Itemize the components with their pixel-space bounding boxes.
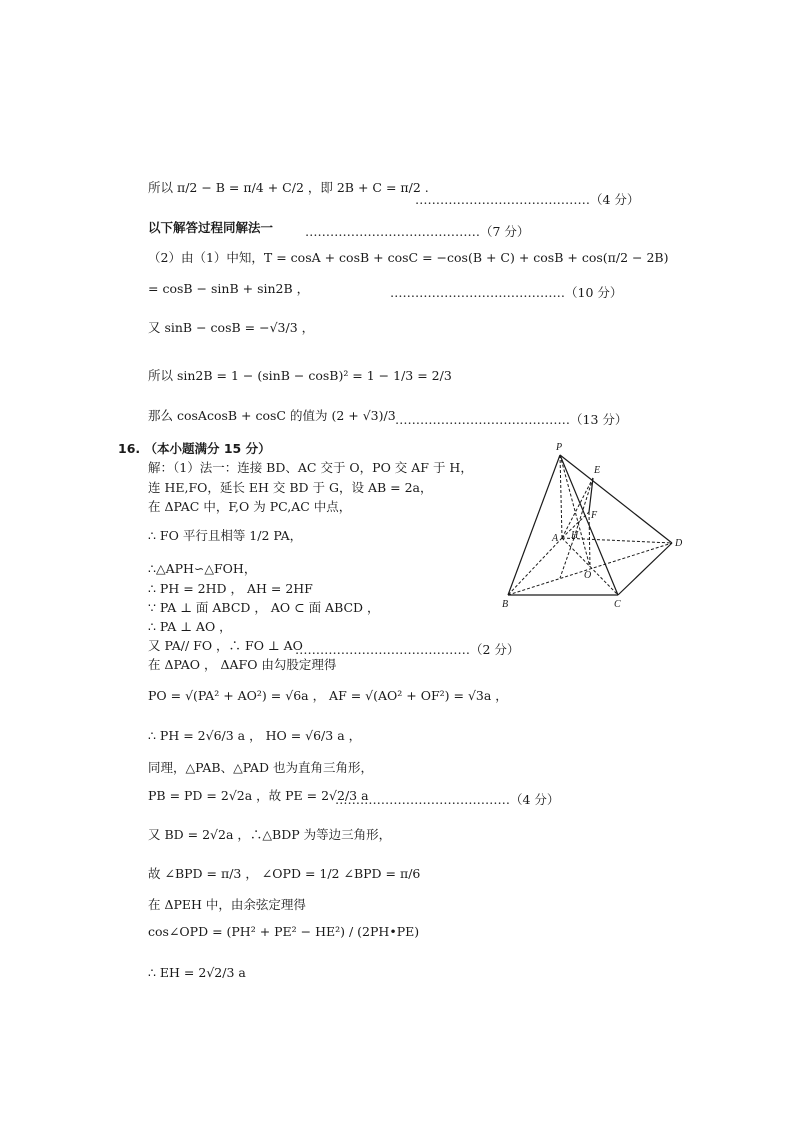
solution-line-16: 故 ∠BPD = π/3 ， ∠OPD = 1/2 ∠BPD = π/6: [148, 866, 421, 881]
score-13: ……………………………………（13 分）: [395, 412, 628, 427]
label-D: D: [675, 538, 683, 549]
edge-HG: [560, 538, 574, 578]
solution-line-15: 又 BD = 2√2a ，∴△BDP 为等边三角形，: [148, 827, 392, 842]
solution-line-13: 同理，△PAB、△PAD 也为直角三角形，: [148, 760, 373, 775]
score-4: ……………………………………（4 分）: [415, 192, 640, 207]
edge-AE: [562, 478, 593, 538]
line-3: （2）由（1）中知，T = cosA + cosB + cosC = −cos(B + C) + cosB + cos(π/2 − 2B): [148, 250, 669, 265]
pyramid-figure: [490, 440, 700, 620]
edge-FO: [589, 512, 590, 567]
edge-PO: [560, 455, 590, 567]
score-7: ……………………………………（7 分）: [305, 224, 530, 239]
solution-line-19: ∴ EH = 2√2/3 a: [148, 965, 246, 980]
solution-line-14: PB = PD = 2√2a ，故 PE = 2√2/3 a: [148, 788, 369, 803]
solution-line-17: 在 ΔPEH 中，由余弦定理得: [148, 897, 306, 912]
line-2: 以下解答过程同解法一: [148, 220, 274, 235]
line-1-text: 所以 π/2 − B = π/4 + C/2 ，即 2B + C = π/2 .: [148, 180, 429, 195]
line-7: 那么 cosAcosB + cosC 的值为 (2 + √3)/3: [148, 408, 396, 423]
label-H: H: [571, 530, 579, 541]
label-C: C: [614, 599, 621, 610]
edge-PA: [560, 455, 562, 538]
edge-CD: [618, 543, 672, 595]
edge-PB: [508, 455, 560, 595]
label-A: A: [552, 533, 559, 544]
solution-line-7: ∵ PA ⊥ 面 ABCD ， AO ⊂ 面 ABCD ，: [148, 600, 380, 615]
score-2: ……………………………………（2 分）: [295, 642, 520, 657]
label-P: P: [556, 442, 563, 453]
solution-line-9: 又 PA// FO ，∴ FO ⊥ AO: [148, 638, 303, 653]
line-4: = cosB − sinB + sin2B ，: [148, 281, 310, 296]
solution-line-3: 在 ΔPAC 中，F,O 为 PC,AC 中点，: [148, 499, 352, 514]
line-5: 又 sinB − cosB = −√3/3 ，: [148, 320, 315, 335]
solution-line-4: ∴ FO 平行且相等 1/2 PA，: [148, 528, 303, 543]
solution-line-5: ∴△APH∽△FOH，: [148, 561, 257, 576]
solution-line-1: 解：（1）法一：连接 BD、AC 交于 O，PO 交 AF 于 H，: [148, 460, 473, 475]
solution-line-11: PO = √(PA² + AO²) = √6a ， AF = √(AO² + OF²) = √3a ，: [148, 688, 508, 703]
label-O: O: [584, 570, 592, 581]
solution-line-8: ∴ PA ⊥ AO ，: [148, 619, 232, 634]
line-6: 所以 sin2B = 1 − (sinB − cosB)² = 1 − 1/3 = 2/3: [148, 368, 452, 383]
edge-AD: [562, 538, 672, 543]
solution-line-6: ∴ PH = 2HD ， AH = 2HF: [148, 581, 313, 596]
label-F: F: [591, 510, 598, 521]
line-1: [148, 182, 429, 195]
question-16-heading: 16. （本小题满分 15 分）: [118, 441, 271, 456]
solution-line-18: cos∠OPD = (PH² + PE² − HE²) / (2PH•PE): [148, 924, 420, 939]
label-B: B: [502, 599, 509, 610]
label-E: E: [594, 465, 601, 476]
solution-line-2: 连 HE,FO，延长 EH 交 BD 于 G，设 AB = 2a，: [148, 480, 433, 495]
score-4b: ……………………………………（4 分）: [335, 792, 560, 807]
solution-line-10: 在 ΔPAO ， ΔAFO 由勾股定理得: [148, 657, 337, 672]
edge-AB: [508, 538, 562, 595]
solution-line-12: ∴ PH = 2√6/3 a ， HO = √6/3 a ，: [148, 728, 362, 743]
score-10: ……………………………………（10 分）: [390, 285, 623, 300]
